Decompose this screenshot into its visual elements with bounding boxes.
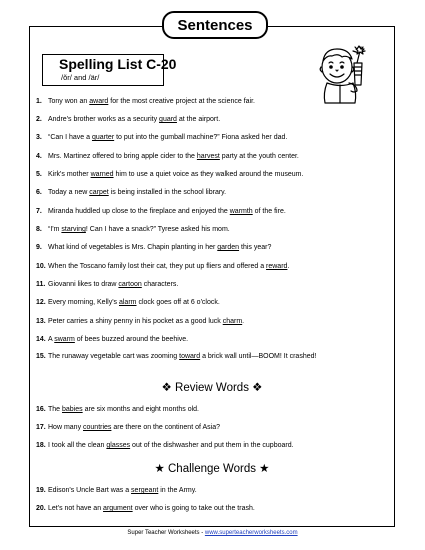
sentence-text-after: him to use a quiet voice as they walked around the museum. (113, 171, 304, 178)
sentence-text (48, 280, 388, 290)
sentence-item (36, 262, 388, 272)
sentence-number: 16. (36, 406, 46, 413)
sentence-item (36, 152, 388, 162)
sentence-text-after: over who is going to take out the trash. (132, 505, 255, 512)
sentence-number: 19. (36, 487, 46, 494)
sentence-text-before: The runaway vegetable cart was zooming (48, 353, 180, 360)
sentence-text-before: Every morning, Kelly's (48, 299, 119, 306)
sentence-item (36, 352, 388, 362)
page-title: Sentences (162, 11, 268, 39)
footer (0, 530, 425, 536)
sentence-text (48, 441, 388, 451)
sentence-text-before: “Can I have a (48, 134, 92, 141)
sentence-item (36, 486, 388, 496)
spelling-word: sergeant (131, 487, 159, 494)
challenge-words-heading: ★ Challenge Words ★ (154, 463, 270, 475)
sentence-item (36, 423, 388, 433)
sentence-text-before: I took all the clean (48, 442, 107, 449)
sentence-text-after: party at the youth center. (219, 153, 299, 160)
sentence-text (48, 97, 388, 107)
sentence-number: 11. (36, 281, 46, 288)
sentence-text-after: ! Can I have a snack?” Tyrese asked his mom. (85, 226, 230, 233)
spelling-word: charm (222, 318, 243, 325)
spelling-word: glasses (106, 442, 131, 449)
sentence-text (48, 133, 388, 143)
sentence-number: 4. (36, 153, 42, 160)
sentence-number: 18. (36, 442, 46, 449)
sentence-number: 7. (36, 208, 42, 215)
sentence-number: 2. (36, 116, 42, 123)
sentence-item (36, 317, 388, 327)
spelling-word: toward (179, 353, 201, 360)
sentence-text-after: are there on the continent of Asia? (111, 424, 220, 431)
sentence-item (36, 405, 388, 415)
sentence-text-before: When the Toscano family lost their cat, they put up fliers and offered a (48, 263, 267, 270)
sentence-text (48, 207, 388, 217)
spelling-word: swarm (54, 336, 75, 343)
spelling-word: garden (217, 244, 240, 251)
spelling-word: starving (61, 226, 86, 233)
spelling-word: babies (62, 406, 83, 413)
spelling-word: harvest (196, 153, 220, 160)
sentence-item (36, 280, 388, 290)
sentence-text-after: is being installed in the school library. (108, 189, 227, 196)
sentence-number: 15. (36, 353, 46, 360)
review-words-heading: ❖ Review Words ❖ (161, 382, 263, 394)
sentence-text-before: Andre's brother works as a security (48, 116, 160, 123)
spelling-word: award (89, 98, 109, 105)
sentence-text (48, 188, 388, 198)
sentence-text-after: characters. (141, 281, 179, 288)
sentence-text-before: Miranda huddled up close to the fireplace and enjoyed the (48, 208, 230, 215)
sentence-number: 1. (36, 98, 42, 105)
sentence-number: 5. (36, 171, 42, 178)
spelling-word: countries (83, 424, 112, 431)
spelling-word: guard (159, 116, 177, 123)
sentence-text-after: are six months and eight months old. (82, 406, 199, 413)
spelling-word: quarter (91, 134, 115, 141)
sentence-text (48, 243, 388, 253)
sentence-text (48, 352, 388, 362)
sentence-number: 20. (36, 505, 46, 512)
sentence-text (48, 152, 388, 162)
sentence-number: 8. (36, 226, 42, 233)
sentence-text-before: Kirk's mother (48, 171, 91, 178)
sentence-text-after: a brick wall until—BOOM! It crashed! (200, 353, 317, 360)
spelling-word: warmth (229, 208, 253, 215)
sentence-item (36, 243, 388, 253)
spelling-word: carpet (89, 189, 109, 196)
sentence-number: 17. (36, 424, 46, 431)
sentence-number: 9. (36, 244, 42, 251)
sentence-text (48, 262, 388, 272)
spelling-word: warned (90, 171, 114, 178)
sentence-item (36, 504, 388, 514)
sentence-text (48, 335, 388, 345)
sentence-text-after: . (242, 318, 245, 325)
sentence-text-before: Giovanni likes to draw (48, 281, 119, 288)
sentence-text-before: Today a new (48, 189, 90, 196)
sentence-item (36, 188, 388, 198)
sentence-text (48, 317, 388, 327)
spelling-word: argument (103, 505, 133, 512)
sentence-item (36, 133, 388, 143)
sentence-text-before: The (48, 406, 63, 413)
sentence-number: 6. (36, 189, 42, 196)
spelling-word: reward (266, 263, 288, 270)
sentence-text-after: of the fire. (252, 208, 286, 215)
sentence-text-after: . (287, 263, 290, 270)
spelling-word: alarm (118, 299, 137, 306)
sentence-text-before: Edison's Uncle Bart was a (48, 487, 132, 494)
sentence-number: 12. (36, 299, 46, 306)
sentence-item (36, 225, 388, 235)
sentence-text (48, 225, 388, 235)
sentence-item (36, 207, 388, 217)
footer-site-name: Super Teacher Worksheets (127, 530, 200, 536)
sentence-text-after: clock goes off at 6 o'clock. (136, 299, 220, 306)
sentence-text (48, 504, 388, 514)
spelling-word: cartoon (118, 281, 142, 288)
spelling-list-title: Spelling List C-20 (59, 56, 177, 72)
mascot-illustration (317, 43, 373, 105)
sentence-text-after: to put into the gumball machine?” Fiona asked her dad. (114, 134, 288, 141)
sentence-text-before: “I'm (48, 226, 62, 233)
sentence-item (36, 335, 388, 345)
sentence-text-before: Peter carries a shiny penny in his pocket as a good luck (48, 318, 223, 325)
sentence-text-after: out of the dishwasher and put them in the cupboard. (130, 442, 294, 449)
sentence-text-before: Mrs. Martinez offered to bring apple cider to the (48, 153, 197, 160)
sentence-number: 14. (36, 336, 46, 343)
sentence-text-after: of bees buzzed around the beehive. (74, 336, 189, 343)
sentence-text (48, 298, 388, 308)
sentence-text-before: What kind of vegetables is Mrs. Chapin planting in her (48, 244, 218, 251)
sentence-text (48, 405, 388, 415)
sentence-text-before: How many (48, 424, 84, 431)
footer-separator: - (199, 530, 205, 536)
sentence-item (36, 441, 388, 451)
sentence-text-before: Let's not have an (48, 505, 104, 512)
spelling-list-subtitle: /ŏr/ and /är/ (61, 73, 100, 82)
sentence-text (48, 115, 388, 125)
sentence-item (36, 115, 388, 125)
sentence-text (48, 170, 388, 180)
footer-link[interactable]: www.superteacherworksheets.com (204, 530, 298, 536)
sentence-number: 3. (36, 134, 42, 141)
sentence-item (36, 170, 388, 180)
sentence-item (36, 298, 388, 308)
sentence-text-before: Tony won an (48, 98, 90, 105)
sentence-text-after: for the most creative project at the science fair. (108, 98, 256, 105)
sentence-text-after: in the Army. (158, 487, 197, 494)
sentence-text-after: at the airport. (176, 116, 221, 123)
sentence-number: 13. (36, 318, 46, 325)
sentence-text-before: A (48, 336, 55, 343)
sentence-number: 10. (36, 263, 46, 270)
sentence-text (48, 486, 388, 496)
sentence-text (48, 423, 388, 433)
sentence-text-after: this year? (239, 244, 272, 251)
sentence-item (36, 97, 388, 107)
